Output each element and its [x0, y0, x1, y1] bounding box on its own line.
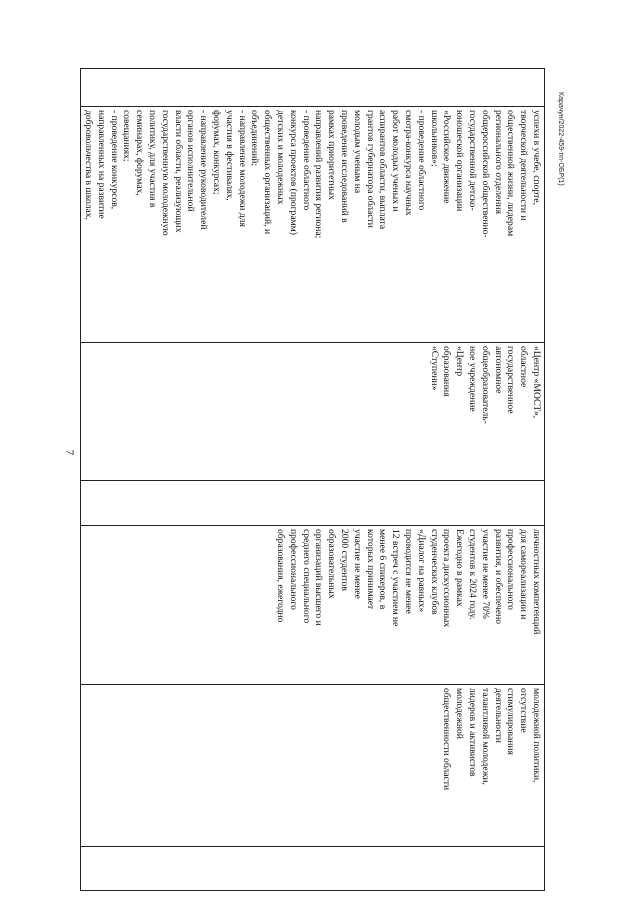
table-cell-activities: успехи в учебе, спорте, творческой деятельности и общественной жизни, лидерам регионального отделения общероссийской общественно- государственной детско- юношеской организации «Российское движение школьников»; - проведение областного смотра-конкурса научных работ молодых ученых и аспирантов области, выплата грантов губернатора области молодым ученым на проведение исследований в рамках приоритетных направлений развития региона; - проведение областного конкурса проектов (программ) детских и молодежных общественных организаций, и объединений; - направление молодежи для участия в фестивалях, форумах, конкурсах; - направление руководителей органов исполнительной власти области, реализующих государственную молодежную политику, для участия в семинарах, форумах, совещаниях; - проведение конкурсов, направленных на развитие добровольчества в школах, [81, 107, 545, 343]
table-cell-connection [81, 847, 545, 891]
rotated-table-content [83, 68, 545, 890]
page-number: 7 [63, 449, 76, 456]
table-cell-executors: «Центр «МОСТ», областное государственное автономное общеобразователь- ное учреждение «Центр образования «Ступени» [81, 343, 545, 481]
table-cell-number [81, 69, 545, 107]
table-cell-expected-result: личностных компетенций для самореализации и профессионального развития, и обеспечено участие не менее 70% студентов к 2024 году. Ежегодно в рамках проекта дискуссионных студенческих клубов «Диалог на равных» проводится не менее 12 встреч с участием не менее 6 спикеров, в которых принимает участие не менее 2000 студентов образовательных организаций высшего и среднего специального профессионального образования, ежегодно [81, 526, 545, 685]
table-cell-period [81, 481, 545, 526]
measures-table [80, 68, 545, 891]
table-cell-consequences: молодежной политики, отсутствие стимулирования деятельности талантливой молодежи, лидеров и активистов молодежной общественности области [81, 685, 545, 847]
rotated-table-frame [83, 68, 545, 890]
table-row [81, 69, 545, 891]
document-code: Карачун/2022-459-пп-ОБР(1) [557, 92, 564, 186]
